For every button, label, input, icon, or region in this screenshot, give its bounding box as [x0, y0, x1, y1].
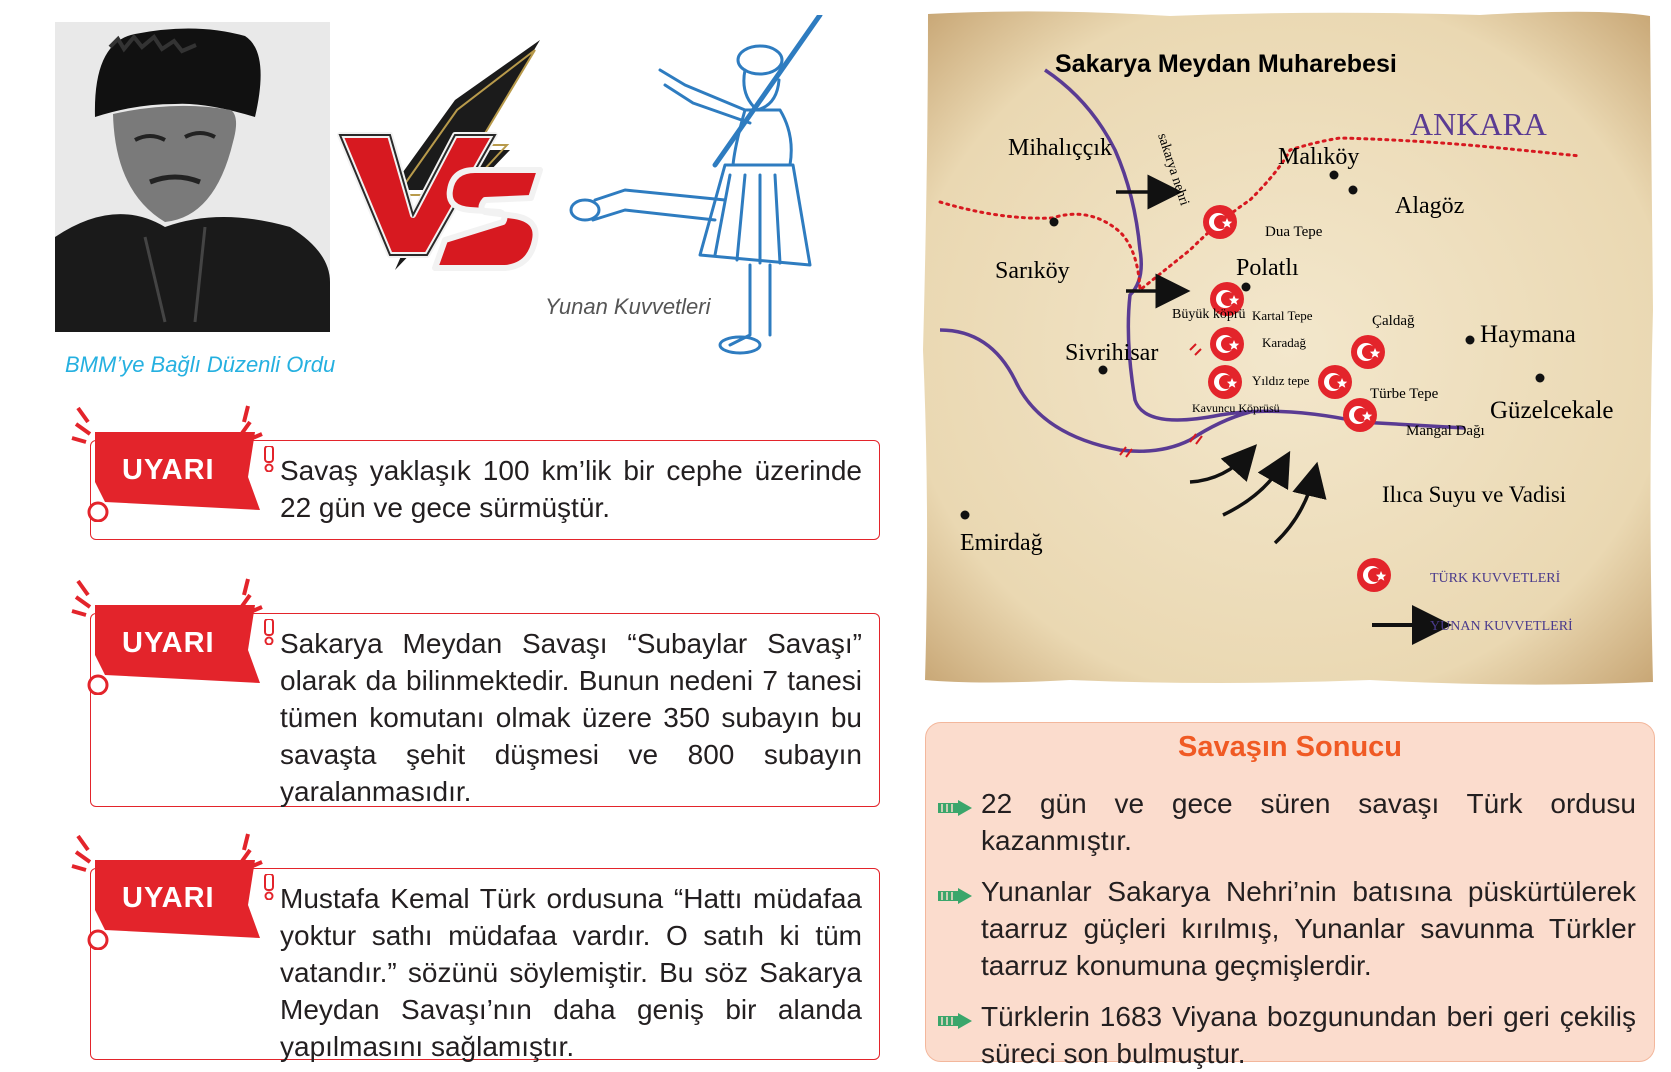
label-guzelcekale: Güzelcekale: [1490, 397, 1614, 424]
result-box: [925, 722, 1655, 1069]
exclamation-icon: [263, 874, 275, 900]
label-emirdag: Emirdağ: [960, 530, 1043, 556]
label-malikoy: Malıköy: [1278, 144, 1360, 170]
legend-yunan: YUNAN KUVVETLERİ: [1430, 619, 1573, 634]
label-mihaliccik: Mihalıççık: [1008, 135, 1112, 161]
label-polatli: Polatlı: [1236, 255, 1299, 281]
warning-tag-label: UYARI: [122, 627, 215, 659]
map-title: Sakarya Meydan Muharebesi: [1055, 50, 1397, 78]
warning-text: Mustafa Kemal Türk ordusuna “Hattı müdafaa yoktur sathı müdafaa vardır. O satıh ki tüm vatandır.” sözünü söylemiştir. Bu söz Sakarya Meydan Savaşı’nın daha geniş bir alanda yapılmasını sağlamıştır.: [280, 883, 862, 1062]
label-dua-tepe: Dua Tepe: [1265, 224, 1323, 240]
result-item: Yunanlar Sakarya Nehri’nin batısına püskürtülerek taarruz güçleri kırılmış, Yunanlar savunma Türkler taarruz konumuna geçmişlerdir.: [981, 876, 1636, 981]
warning-tag-label: UYARI: [122, 454, 215, 486]
label-mangal-dagi: Mangal Dağı: [1406, 423, 1485, 439]
label-turbe-tepe: Türbe Tepe: [1370, 386, 1439, 402]
label-haymana: Haymana: [1480, 321, 1576, 348]
vs-badge: [335, 40, 565, 350]
warning-box-3: [70, 830, 880, 1060]
warning-text: Sakarya Meydan Savaşı “Subaylar Savaşı” olarak da bilinmektedir. Bunun nedeni 7 tanesi tümen komutanı olmak üzere 350 subayın bu savaşta şehit düşmesi ve 800 subayın yaralanmasıdır.: [280, 628, 862, 807]
legend-turk: TÜRK KUVVETLERİ: [1430, 571, 1561, 586]
arrow-bullet-icon: [938, 800, 972, 816]
label-buyuk-kopru: Büyük köprü: [1172, 307, 1246, 322]
label-karadag: Karadağ: [1262, 335, 1307, 350]
ataturk-portrait: [55, 22, 330, 332]
caption-greek-army: Yunan Kuvvetleri: [545, 294, 711, 319]
result-item: Türklerin 1683 Viyana bozgunundan beri geri çekiliş süreci son bulmuştur.: [981, 1001, 1636, 1069]
label-kartal-tepe: Kartal Tepe: [1252, 308, 1313, 323]
exclamation-icon: [263, 619, 275, 645]
exclamation-icon: [263, 446, 275, 472]
label-ilica: Ilıca Suyu ve Vadisi: [1382, 482, 1567, 507]
label-sivrihisar: Sivrihisar: [1065, 340, 1159, 366]
arrow-bullet-icon: [938, 1013, 972, 1029]
label-ankara: ANKARA: [1410, 106, 1547, 142]
result-title: Savaşın Sonucu: [1177, 731, 1402, 763]
caption-turkish-army: BMM’ye Bağlı Düzenli Ordu: [65, 352, 336, 377]
label-sarikoy: Sarıköy: [995, 258, 1070, 284]
arrow-bullet-icon: [938, 888, 972, 904]
warning-box-1: [70, 402, 880, 542]
label-alagoz: Alagöz: [1395, 193, 1465, 219]
label-yildiz-tepe: Yıldız tepe: [1252, 373, 1310, 388]
warning-text: Savaş yaklaşık 100 km’lik bir cephe üzerinde 22 gün ve gece sürmüştür.: [280, 455, 862, 523]
river-label: sakarya nehri: [1154, 131, 1192, 208]
warning-tag-label: UYARI: [122, 882, 215, 914]
warning-box-2: [70, 575, 880, 810]
battle-map: [920, 10, 1655, 688]
label-caldag: Çaldağ: [1372, 313, 1415, 329]
result-item: 22 gün ve gece süren savaşı Türk ordusu kazanmıştır.: [981, 788, 1636, 856]
label-kavuncu: Kavuncu Köprüsü: [1192, 401, 1280, 415]
